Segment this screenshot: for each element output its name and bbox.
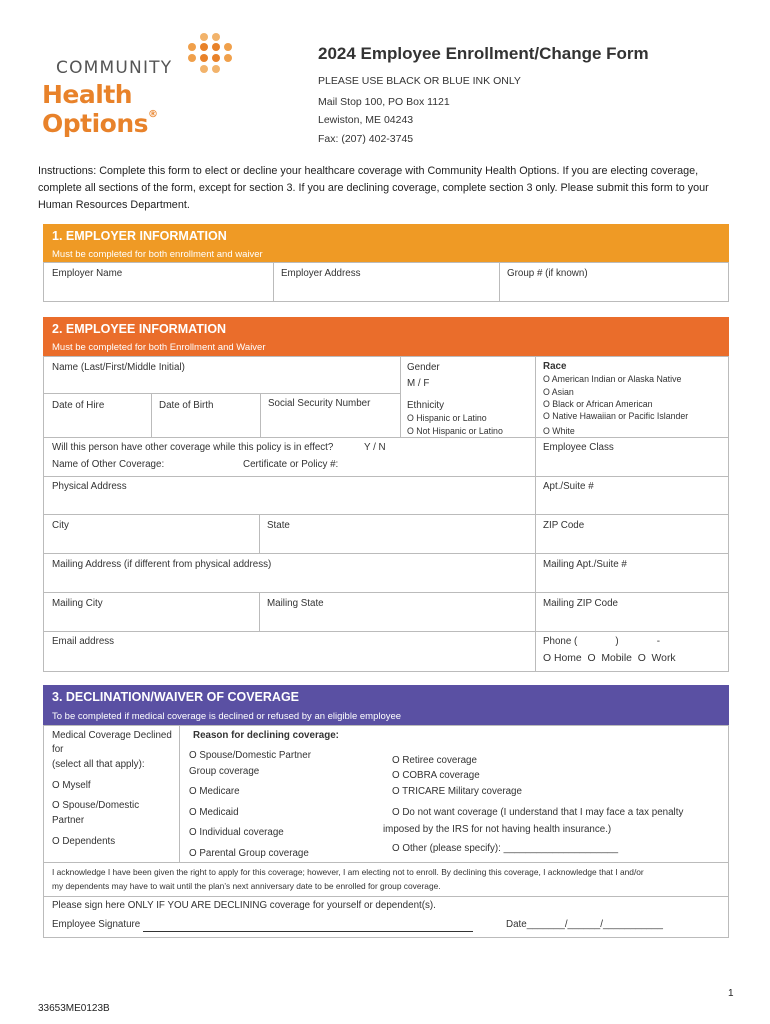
phone-field[interactable]: Phone ( ) - (543, 636, 661, 647)
zip-field[interactable]: ZIP Code (543, 520, 585, 531)
section1-header (43, 224, 729, 262)
mailing-zip-field[interactable]: Mailing ZIP Code (543, 598, 618, 609)
race-option[interactable]: O Asian (543, 387, 574, 397)
declined-for-label: Medical Coverage Declined (52, 730, 172, 741)
section2-title: 2. EMPLOYEE INFORMATION (52, 322, 227, 336)
group-number-field[interactable]: Group # (if known) (507, 268, 588, 279)
acknowledgement-text: I acknowledge I have been given the right to apply for this coverage; however, I am electing not to enroll. By declining this coverage, I acknowledge that I and/or (52, 867, 644, 877)
reason-individual-option[interactable]: O Individual coverage (189, 827, 284, 838)
physical-address-field[interactable]: Physical Address (52, 481, 127, 492)
reason-parental-option[interactable]: O Parental Group coverage (189, 848, 309, 859)
state-field[interactable]: State (267, 520, 290, 531)
reason-medicaid-option[interactable]: O Medicaid (189, 807, 239, 818)
logo-health-options-text: Health Options® (42, 80, 158, 138)
other-coverage-yn[interactable]: Y / N (364, 442, 386, 453)
race-label: Race (543, 361, 567, 372)
section1-title: 1. EMPLOYER INFORMATION (52, 229, 227, 243)
employee-signature-line[interactable] (143, 931, 473, 932)
race-option[interactable]: O White (543, 426, 575, 436)
race-option[interactable]: O Black or African American (543, 399, 653, 409)
name-field[interactable]: Name (Last/First/Middle Initial) (52, 362, 185, 373)
phone-type-options[interactable]: O Home O Mobile O Work (543, 653, 676, 664)
signature-date-field[interactable]: Date_______/______/___________ (506, 919, 663, 930)
other-coverage-name-field[interactable]: Name of Other Coverage: (52, 459, 165, 470)
date-of-hire-field[interactable]: Date of Hire (52, 400, 105, 411)
certificate-field[interactable]: Certificate or Policy #: (243, 459, 339, 470)
employer-name-field[interactable]: Employer Name (52, 268, 123, 279)
reason-spouse-option-cont: Group coverage (189, 766, 260, 777)
section1-subtitle: Must be completed for both enrollment and waiver (52, 249, 263, 260)
ssn-field[interactable]: Social Security Number (268, 398, 371, 409)
race-option[interactable]: O American Indian or Alaska Native (543, 374, 682, 384)
sign-here-instruction: Please sign here ONLY IF YOU ARE DECLINING coverage for yourself or dependent(s). (52, 900, 436, 911)
reason-other-field[interactable]: O Other (please specify): _____________________ (392, 843, 619, 854)
reason-cobra-option[interactable]: O COBRA coverage (392, 770, 480, 781)
section2-subtitle: Must be completed for both Enrollment and Waiver (52, 342, 266, 353)
employee-info-box (43, 356, 729, 672)
employee-class-field[interactable]: Employee Class (543, 442, 614, 453)
page-number: 1 (728, 988, 734, 999)
city-line: Lewiston, ME 04243 (318, 114, 414, 126)
ethnicity-not-hispanic-option[interactable]: O Not Hispanic or Latino (407, 426, 503, 436)
spouse-option-cont: Partner (52, 815, 85, 826)
mailing-apt-field[interactable]: Mailing Apt./Suite # (543, 559, 627, 570)
city-field[interactable]: City (52, 520, 69, 531)
employee-signature-label: Employee Signature (52, 919, 141, 930)
gender-label: Gender (407, 362, 440, 373)
logo (42, 30, 252, 138)
spouse-option[interactable]: O Spouse/Domestic (52, 800, 140, 811)
gender-options[interactable]: M / F (407, 378, 430, 389)
form-title: 2024 Employee Enrollment/Change Form (318, 44, 649, 63)
form-code: 33653ME0123B (38, 1003, 110, 1014)
dependents-option[interactable]: O Dependents (52, 836, 116, 847)
reason-title: Reason for declining coverage: (193, 730, 339, 741)
reason-spouse-option[interactable]: O Spouse/Domestic Partner (189, 750, 311, 761)
declined-for-label: (select all that apply): (52, 759, 145, 770)
acknowledgement-text: my dependents may have to wait until the plan’s next anniversary date to be enrolled for group coverage. (52, 881, 441, 891)
mailstop: Mail Stop 100, PO Box 1121 (318, 96, 450, 108)
ethnicity-label: Ethnicity (407, 400, 445, 411)
section3-title: 3. DECLINATION/WAIVER OF COVERAGE (52, 690, 300, 704)
section2-header (43, 317, 729, 356)
mailing-city-field[interactable]: Mailing City (52, 598, 103, 609)
employer-address-field[interactable]: Employer Address (281, 268, 361, 279)
mailing-state-field[interactable]: Mailing State (267, 598, 324, 609)
section3-header (43, 685, 729, 725)
reason-retiree-option[interactable]: O Retiree coverage (392, 755, 477, 766)
race-option[interactable]: O Native Hawaiian or Pacific Islander (543, 411, 689, 421)
myself-option[interactable]: O Myself (52, 780, 91, 791)
logo-community-text: COMMUNITY (56, 58, 173, 78)
mailing-address-field[interactable]: Mailing Address (if different from physical address) (52, 559, 272, 570)
fax: Fax: (207) 402-3745 (318, 133, 414, 145)
other-coverage-question: Will this person have other coverage while this policy is in effect? (52, 442, 334, 453)
reason-not-want-option-cont: imposed by the IRS for not having health insurance.) (383, 824, 612, 835)
logo-dots-icon (182, 30, 242, 80)
reason-medicare-option[interactable]: O Medicare (189, 786, 240, 797)
section3-subtitle: To be completed if medical coverage is declined or refused by an eligible employee (52, 711, 402, 722)
email-field[interactable]: Email address (52, 636, 115, 647)
ink-instruction: PLEASE USE BLACK OR BLUE INK ONLY (318, 75, 521, 87)
instructions: Instructions: Complete this form to elect or decline your healthcare coverage with Community Health Options. If you are electing coverage, complete all sections of the form, except for section 3. If you are declining coverage, complete section 3 only. Please submit this form to your Human Resources Department. (38, 165, 709, 211)
ethnicity-hispanic-option[interactable]: O Hispanic or Latino (407, 413, 487, 423)
reason-not-want-option[interactable]: O Do not want coverage (I understand that I may face a tax penalty (392, 807, 684, 818)
apt-suite-field[interactable]: Apt./Suite # (543, 481, 594, 492)
date-of-birth-field[interactable]: Date of Birth (159, 400, 214, 411)
reason-tricare-option[interactable]: O TRICARE Military coverage (392, 786, 522, 797)
declination-box (43, 725, 729, 938)
declined-for-label: for (52, 744, 64, 755)
employer-info-box (43, 262, 729, 302)
